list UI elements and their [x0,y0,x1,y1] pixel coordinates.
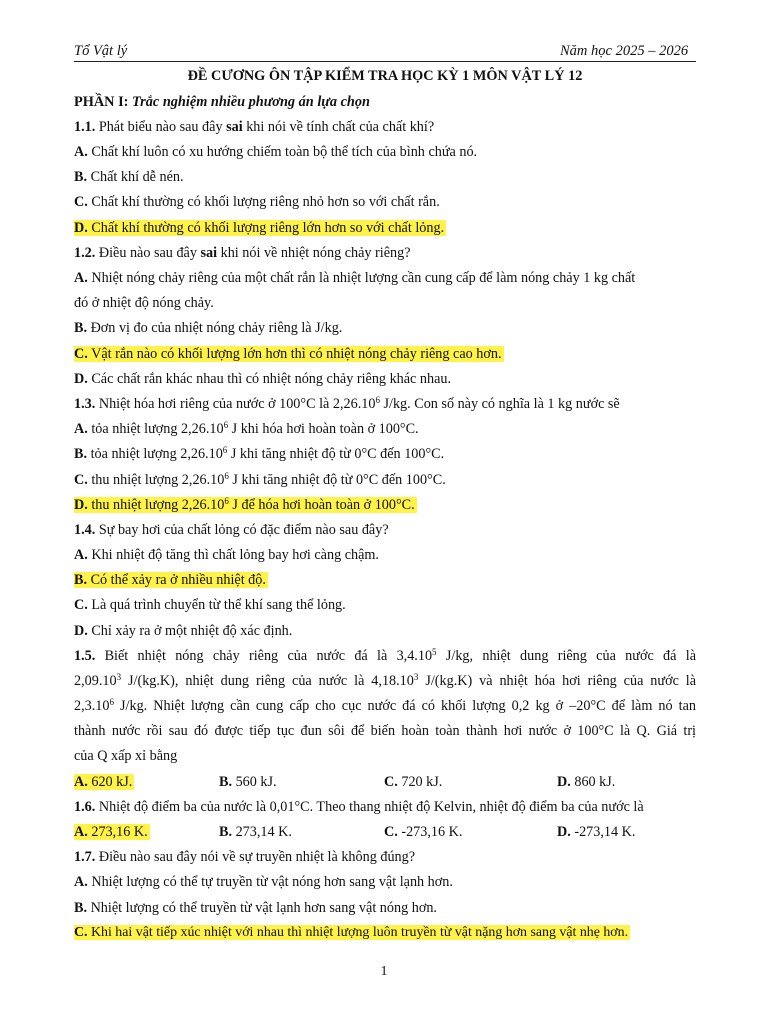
question-1-7 [74,848,415,866]
question-1-5-line-3: 2,3.10$^6$ J/kg. Nhiệt lượng cần cung cấp cho cục nước đá có khối lượng 0,2 kg ở –20°C để làm nó tan [74,697,696,714]
option-c: C. 720 kJ. [384,774,443,790]
question-text: Điều nào sau đây nói về sự truyền nhiệt là không đúng? [98,849,416,865]
question-number: 1.5. [74,648,96,664]
option-b: B. Đơn vị đo của nhiệt nóng chảy riêng là J/kg. [74,320,343,336]
question-number: 1.2. [74,245,96,261]
question-keyword: sai [200,245,218,261]
option-b: B. Nhiệt lượng có thể truyền từ vật lạnh hơn sang vật nóng hơn. [74,900,437,916]
question-1-1 [74,118,434,136]
option-d: D. -273,14 K. [557,824,636,840]
question-1-3: 1.3. Nhiệt hóa hơi riêng của nước ở 100°C là 2,26.10$^6$ J/kg. Con số này có nghĩa là 1 kg nước sẽ [74,395,620,412]
option-a-continued: đó ở nhiệt độ nóng chảy. [74,295,214,311]
question-1-5-line-2: 2,09.10$^3$ J/(kg.K), nhiệt dung riêng của nước là 4,18.10$^3$ J/(kg.K) và nhiệt hóa hơi riêng của nước là [74,672,697,689]
option-d: D. Các chất rắn khác nhau thì có nhiệt nóng chảy riêng khác nhau. [74,371,452,387]
question-text: khi nói về nhiệt nóng chảy riêng? [220,245,411,261]
option-a: A. Khi nhiệt độ tăng thì chất lỏng bay hơi càng chậm. [74,547,379,563]
document-title: ĐỀ CƯƠNG ÔN TẬP KIỂM TRA HỌC KỲ 1 MÔN VẬT LÝ 12 [187,68,583,84]
option-a: A. Chất khí luôn có xu hướng chiếm toàn bộ thể tích của bình chứa nó. [74,144,478,160]
option-b-answer: B. Có thể xảy ra ở nhiều nhiệt độ. [74,572,266,588]
part-label: PHẦN I: [74,94,129,110]
option-a-answer: A. 273,16 K. [74,824,148,840]
question-1-5-line-5: của Q xấp xỉ bằng [74,748,178,764]
question-text: Sự bay hơi của chất lỏng có đặc điểm nào sau đây? [98,522,389,538]
question-text: Phát biểu nào sau đây [98,119,223,135]
option-d: D. 860 kJ. [557,774,616,790]
option-a-answer: A. 620 kJ. [74,774,133,790]
option-b: B. 273,14 K. [219,824,292,840]
option-b: B. 560 kJ. [219,774,277,790]
question-number: 1.4. [74,522,96,538]
question-number: 1.3. [74,396,96,412]
question-number: 1.1. [74,119,96,135]
question-1-5-line-4: thành nước rồi sau đó được tiếp tục đun sôi để biến hoàn toàn thành hơi nước ở 100°C là Q. Giá trị [74,723,696,739]
question-keyword: sai [226,119,243,135]
header-divider [74,61,696,62]
option-d-answer: D. thu nhiệt lượng 2,26.10$^6$ J để hóa hơi hoàn toàn ở 100°C. [74,496,415,513]
question-text: Điều nào sau đây [98,245,197,261]
option-c: C. Chất khí thường có khối lượng riêng nhỏ hơn so với chất rắn. [74,194,440,210]
question-text: Nhiệt độ điểm ba của nước là 0,01°C. Theo thang nhiệt độ Kelvin, nhiệt độ điểm ba của nước là [98,799,644,815]
option-a: A. tỏa nhiệt lượng 2,26.10$^6$ J khi hóa hơi hoàn toàn ở 100°C. [74,420,419,437]
option-d: D. Chỉ xảy ra ở một nhiệt độ xác định. [74,623,293,639]
question-number: 1.7. [74,849,96,865]
option-c: C. thu nhiệt lượng 2,26.10$^6$ J khi tăng nhiệt độ từ 0°C đến 100°C. [74,471,446,488]
option-b: B. Chất khí dễ nén. [74,169,184,185]
header-school-year: Năm học 2025 – 2026 [560,43,689,59]
option-c: C. -273,16 K. [384,824,463,840]
option-a: A. Nhiệt lượng có thể tự truyền từ vật nóng hơn sang vật lạnh hơn. [74,874,453,890]
question-1-2 [74,244,411,262]
option-c: C. Là quá trình chuyển từ thể khí sang thể lỏng. [74,597,346,613]
question-number: 1.6. [74,799,96,815]
question-1-6 [74,798,644,816]
question-1-5-line-1: 1.5. Biết nhiệt nóng chảy riêng của nước đá là 3,4.10$^5$ J/kg, nhiệt dung riêng của nước đá là [74,647,696,664]
part-heading [74,94,370,111]
option-c-answer: C. Vật rắn nào có khối lượng lớn hơn thì có nhiệt nóng chảy riêng cao hơn. [74,346,502,362]
option-c-answer: C. Khi hai vật tiếp xúc nhiệt với nhau thì nhiệt lượng luôn truyền từ vật nặng hơn sang vật nhẹ hơn. [74,925,629,940]
option-d-answer: D. Chất khí thường có khối lượng riêng lớn hơn so với chất lỏng. [74,220,445,236]
page-number: 1 [380,964,388,979]
header-department: Tổ Vật lý [74,43,128,59]
question-text: khi nói về tính chất của chất khí? [246,119,435,135]
part-name: Trắc nghiệm nhiều phương án lựa chọn [131,94,370,110]
question-1-4 [74,521,389,539]
option-a: A. Nhiệt nóng chảy riêng của một chất rắn là nhiệt lượng cần cung cấp để làm nóng chảy 1 kg chất [74,270,636,286]
option-b: B. tỏa nhiệt lượng 2,26.10$^6$ J khi tăng nhiệt độ từ 0°C đến 100°C. [74,445,445,462]
